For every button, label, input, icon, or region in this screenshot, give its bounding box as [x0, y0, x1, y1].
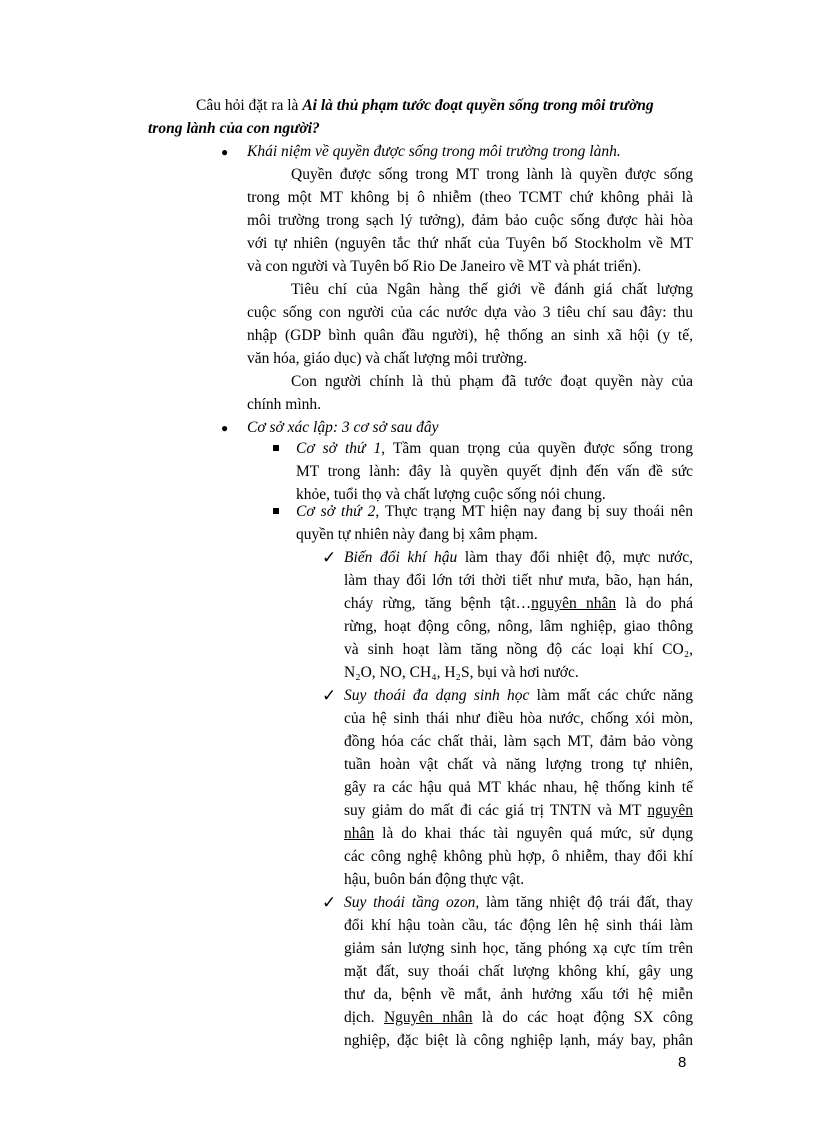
- bio-line: gây ra các hậu quả MT khác nhau, hệ thống kinh tế: [344, 779, 693, 796]
- bio-line: tuần hoàn vật chất và năng lượng trong tự nhiên,: [344, 756, 693, 773]
- bullet-icon: ●: [221, 421, 229, 435]
- basis-2-text: , Thực trạng MT hiện nay đang bị suy thoái nên: [375, 503, 693, 520]
- basis-heading: Cơ sở xác lập: 3 cơ sở sau đây: [247, 419, 439, 436]
- concept-p1-line: Quyền được sống trong MT trong lành là quyền được sống: [291, 166, 693, 183]
- page-number: 8: [678, 1054, 687, 1071]
- bio-line-1: [344, 686, 693, 706]
- basis-1-label: Cơ sở thứ 1: [296, 440, 382, 457]
- question-line-2: trong lành của con người?: [148, 120, 320, 137]
- bullet-icon: ●: [221, 145, 229, 159]
- basis-2-line: quyền tự nhiên này đang bị xâm phạm.: [296, 526, 538, 543]
- concept-p1-line: và con người và Tuyên bố Rio De Janeiro về MT và phát triển).: [247, 258, 642, 275]
- bio-text: là do khai thác tài nguyên quá mức, sử dụng: [374, 825, 693, 842]
- checkmark-icon: ✓: [322, 686, 337, 706]
- concept-heading: Khái niệm về quyền được sống trong môi trường trong lành.: [247, 143, 621, 160]
- basis-2-label: Cơ sở thứ 2: [296, 503, 376, 520]
- climate-line: và sinh hoạt làm tăng nồng độ các loại khí CO₂,: [344, 641, 693, 658]
- concept-p2-line: cuộc sống con người của các nước dựa vào 3 tiêu chí sau đây: thu: [247, 304, 693, 321]
- concept-p2-line: nhập (GDP bình quân đầu người), hệ thống an sinh xã hội (y tế,: [247, 327, 693, 344]
- climate-text: làm thay đổi nhiệt độ, mực nước,: [457, 549, 693, 566]
- bio-text: suy giảm do mất đi các giá trị TNTN và MT: [344, 802, 648, 819]
- climate-text: cháy rừng, tăng bệnh tật…: [344, 595, 532, 612]
- bio-line: đồng hóa các chất thải, làm sạch MT, đảm bảo vòng: [344, 733, 693, 750]
- climate-line: [344, 594, 693, 614]
- ozone-text: dịch.: [344, 1009, 384, 1026]
- ozone-text: làm tăng nhiệt độ trái đất, thay: [479, 894, 693, 911]
- question-bold-1: Ai là thủ phạm tước đoạt quyền sống trong môi trường: [302, 97, 654, 114]
- bio-line: các công nghệ không phù hợp, ô nhiễm, thay đổi khí: [344, 848, 693, 865]
- concept-p1-line: trong một MT không bị ô nhiễm (theo TCMT chứ không phải là: [247, 189, 693, 206]
- climate-line-1: [344, 548, 693, 568]
- concept-p1-line: với tự nhiên (nguyên tắc thứ nhất của Tuyên bố Stockholm về MT: [247, 235, 693, 252]
- checkmark-icon: ✓: [322, 893, 337, 913]
- ozone-line-1: [344, 893, 693, 913]
- ozone-line: giảm sản lượng sinh học, tăng phóng xạ cực tím trên: [344, 940, 693, 957]
- climate-text: là do phá: [616, 595, 693, 612]
- climate-line: làm thay đổi lớn tới thời tiết như mưa, bão, hạn hán,: [344, 572, 693, 589]
- square-bullet-icon: [273, 508, 279, 514]
- ozone-cause-underlined: Nguyên nhân: [383, 1009, 473, 1026]
- ozone-line: thư da, bệnh về mắt, ảnh hưởng xấu tới hệ miễn: [344, 986, 693, 1003]
- concept-p3-line: chính mình.: [247, 396, 322, 413]
- checkmark-icon: ✓: [322, 548, 337, 568]
- ozone-line: đổi khí hậu toàn cầu, tác động lên hệ sinh thái làm: [344, 917, 693, 934]
- bio-cause-underlined: nguyên: [647, 802, 693, 819]
- basis-2-line-1: [296, 502, 693, 522]
- ozone-line: nghiệp, đặc biệt là công nghiệp lạnh, máy bay, phân: [344, 1032, 693, 1049]
- concept-p1-line: môi trường trong sạch lý tưởng), đảm bảo cuộc sống được hài hòa: [247, 212, 693, 229]
- square-bullet-icon: [273, 445, 279, 451]
- question-line-1: [196, 96, 654, 116]
- basis-1-line-1: [296, 439, 693, 459]
- bio-label: Suy thoái đa dạng sinh học: [344, 687, 530, 704]
- climate-label: Biến đổi khí hậu: [344, 549, 458, 566]
- climate-line: N₂O, NO, CH₄, H₂S, bụi và hơi nước.: [344, 664, 579, 681]
- bio-cause-underlined: nhân: [344, 825, 375, 842]
- concept-p2-line: Tiêu chí của Ngân hàng thế giới về đánh giá chất lượng: [291, 281, 693, 298]
- question-intro: Câu hỏi đặt ra là: [196, 97, 303, 114]
- concept-p2-line: văn hóa, giáo dục) và chất lượng môi trường.: [247, 350, 528, 367]
- concept-p3-line: Con người chính là thủ phạm đã tước đoạt quyền này của: [291, 373, 693, 390]
- basis-1-line: khỏe, tuổi thọ và chất lượng cuộc sống nói chung.: [296, 486, 606, 503]
- ozone-label: Suy thoái tầng ozon,: [344, 894, 480, 911]
- climate-cause-underlined: nguyên nhân: [531, 595, 617, 612]
- climate-line: rừng, hoạt động công, nông, lâm nghiệp, giao thông: [344, 618, 693, 635]
- basis-1-text: , Tầm quan trọng của quyền được sống trong: [381, 440, 693, 457]
- ozone-line: [344, 1008, 693, 1028]
- bio-line: của hệ sinh thái như điều hòa nước, chống xói mòn,: [344, 710, 693, 727]
- basis-1-line: MT trong lành: đây là quyền quyết định đến vấn đề sức: [296, 463, 693, 480]
- bio-line: hậu, buôn bán động thực vật.: [344, 871, 525, 888]
- bio-line: [344, 824, 693, 844]
- bio-line: [344, 801, 693, 821]
- ozone-text: là do các hoạt động SX công: [472, 1009, 694, 1026]
- ozone-line: mặt đất, suy thoái chất lượng không khí, gây ung: [344, 963, 693, 980]
- bio-text: làm mất các chức năng: [529, 687, 693, 704]
